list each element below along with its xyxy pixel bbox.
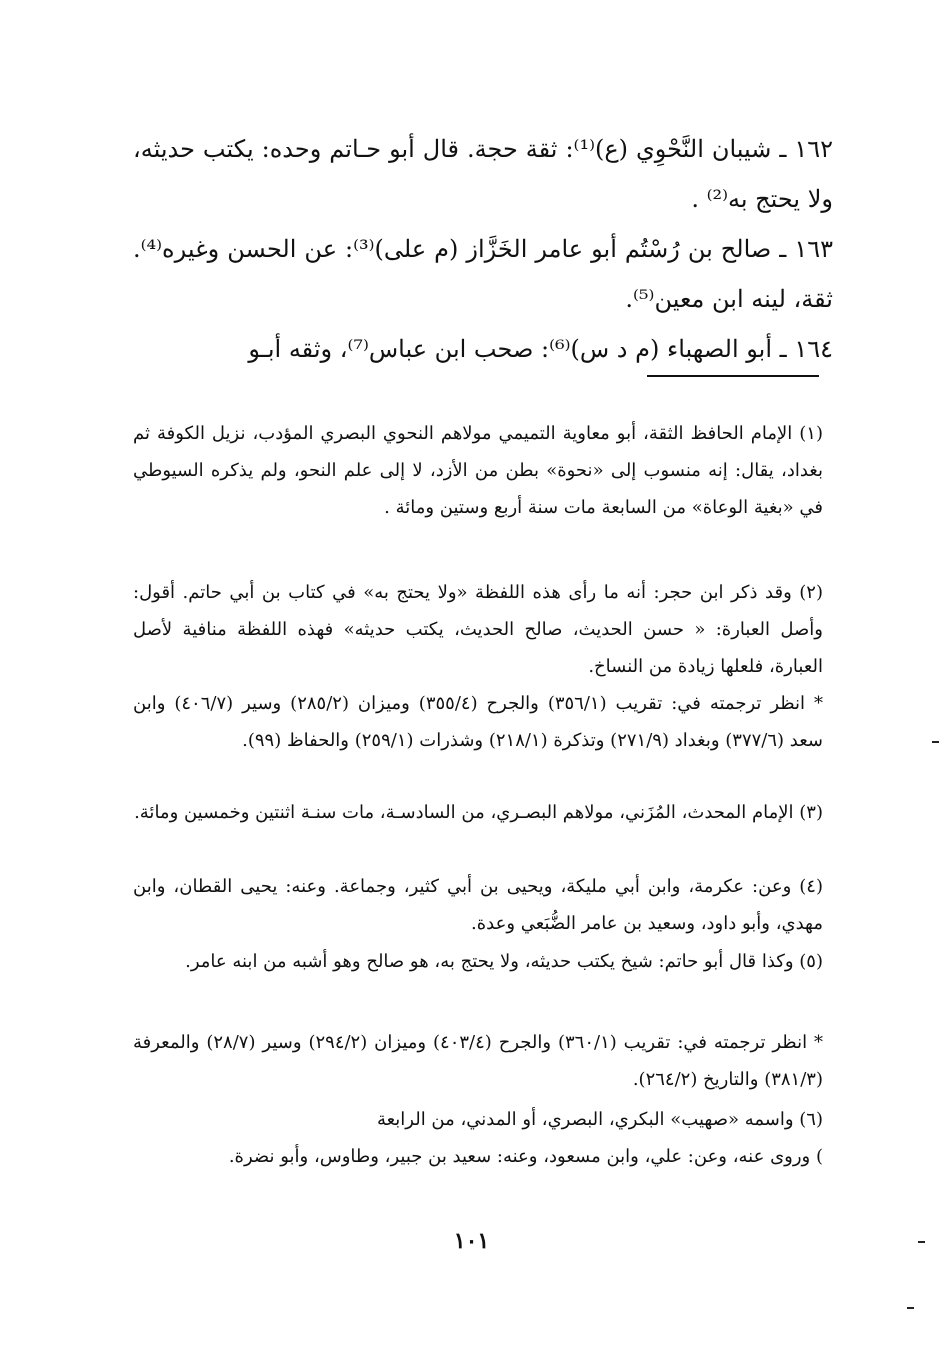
footnote-1: (١) الإمام الحافظ الثقة، أبو معاوية التميمي مولاهم النحوي البصري المؤدب، نزيل الكوفة ثم بغداد، يقال: إنه منسوب إلى «نحوة» بطن من الأزد، لا إلى علم النحو، ولم يذكره السيوطي في «بغية الوعاة» من السابعة مات سنة أربع وستين ومائة .: [133, 423, 823, 518]
footnote-2-references: * انظر ترجمته في: تقريب (٣٥٦/١) والجرح (٣٥٥/٤) وميزان (٢٨٥/٢) وسير (٤٠٦/٧) وابن سعد (٣٧٧/٦) وبغداد (٢٧١/٩) وتذكرة (٢١٨/١) وشذرات (٢٥٩/١) والحفاظ (٩٩).: [133, 693, 823, 751]
footnote-4: (٤) وعن: عكرمة، وابن أبي مليكة، ويحيى بن أبي كثير، وجماعة. وعنه: يحيى القطان، وابن مهدي، وأبو داود، وسعيد بن عامر الضُّبَعي وعدة.: [133, 876, 823, 934]
page-number: ١٠١: [453, 1228, 490, 1254]
footnote-2: (٢) وقد ذكر ابن حجر: أنه ما رأى هذه اللفظة «ولا يحتج به» في كتاب بن أبي حاتم. أقول: وأصل العبارة: « حسن الحديث، صالح الحديث، يكتب حديثه» فهذه اللفظة منافية لأصل العبارة، فلعلها زيادة من النساخ.: [133, 582, 823, 677]
footnote-6: (٦) واسمه «صهيب» البكري، البصري، أو المدني، من الرابعة: [376, 1109, 823, 1130]
entry-162: ١٦٢ ـ شيبان النَّحْوِي (ع)⁽¹⁾: ثقة حجة. قال أبو حـاتم وحده: يكتب حديثه، ولا يحتج به⁽²⁾ .: [133, 135, 834, 213]
entry-164: ١٦٤ ـ أبو الصهباء (م د س)⁽⁶⁾: صحب ابن عباس⁽⁷⁾، وثقه أبـو: [248, 335, 833, 363]
scan-mark: [907, 1307, 914, 1309]
footnote-5-references: * انظر ترجمته في: تقريب (٣٦٠/١) والجرح (٤٠٣/٤) وميزان (٢٩٤/٢) وسير (٢٨/٧) والمعرفة (٣٨١/٣) والتاريخ (٢٦٤/٢).: [133, 1032, 823, 1090]
scan-mark: [918, 1241, 925, 1243]
footnote-5: (٥) وكذا قال أبو حاتم: شيخ يكتب حديثه، ولا يحتج به، هو صالح وهو أشبه من ابنه عامر.: [185, 951, 823, 972]
footnote-6-continuation: ) وروى عنه، وعن: علي، وابن مسعود، وعنه: سعيد بن جبير، وطاوس، وأبو نضرة.: [228, 1146, 823, 1167]
entry-163: ١٦٣ ـ صالح بن رُسْتُم أبو عامر الخَزَّاز (م على)⁽³⁾: عن الحسن وغيره⁽⁴⁾. ثقة، لينه ابن معين⁽⁵⁾.: [133, 235, 834, 313]
footnote-3: (٣) الإمام المحدث، المُزَني، مولاهم البصـري، من السادسـة، مات سنـة اثنتين وخمسين ومائة.: [134, 802, 823, 823]
footnote-separator: [647, 375, 819, 377]
scan-mark: [932, 741, 939, 743]
